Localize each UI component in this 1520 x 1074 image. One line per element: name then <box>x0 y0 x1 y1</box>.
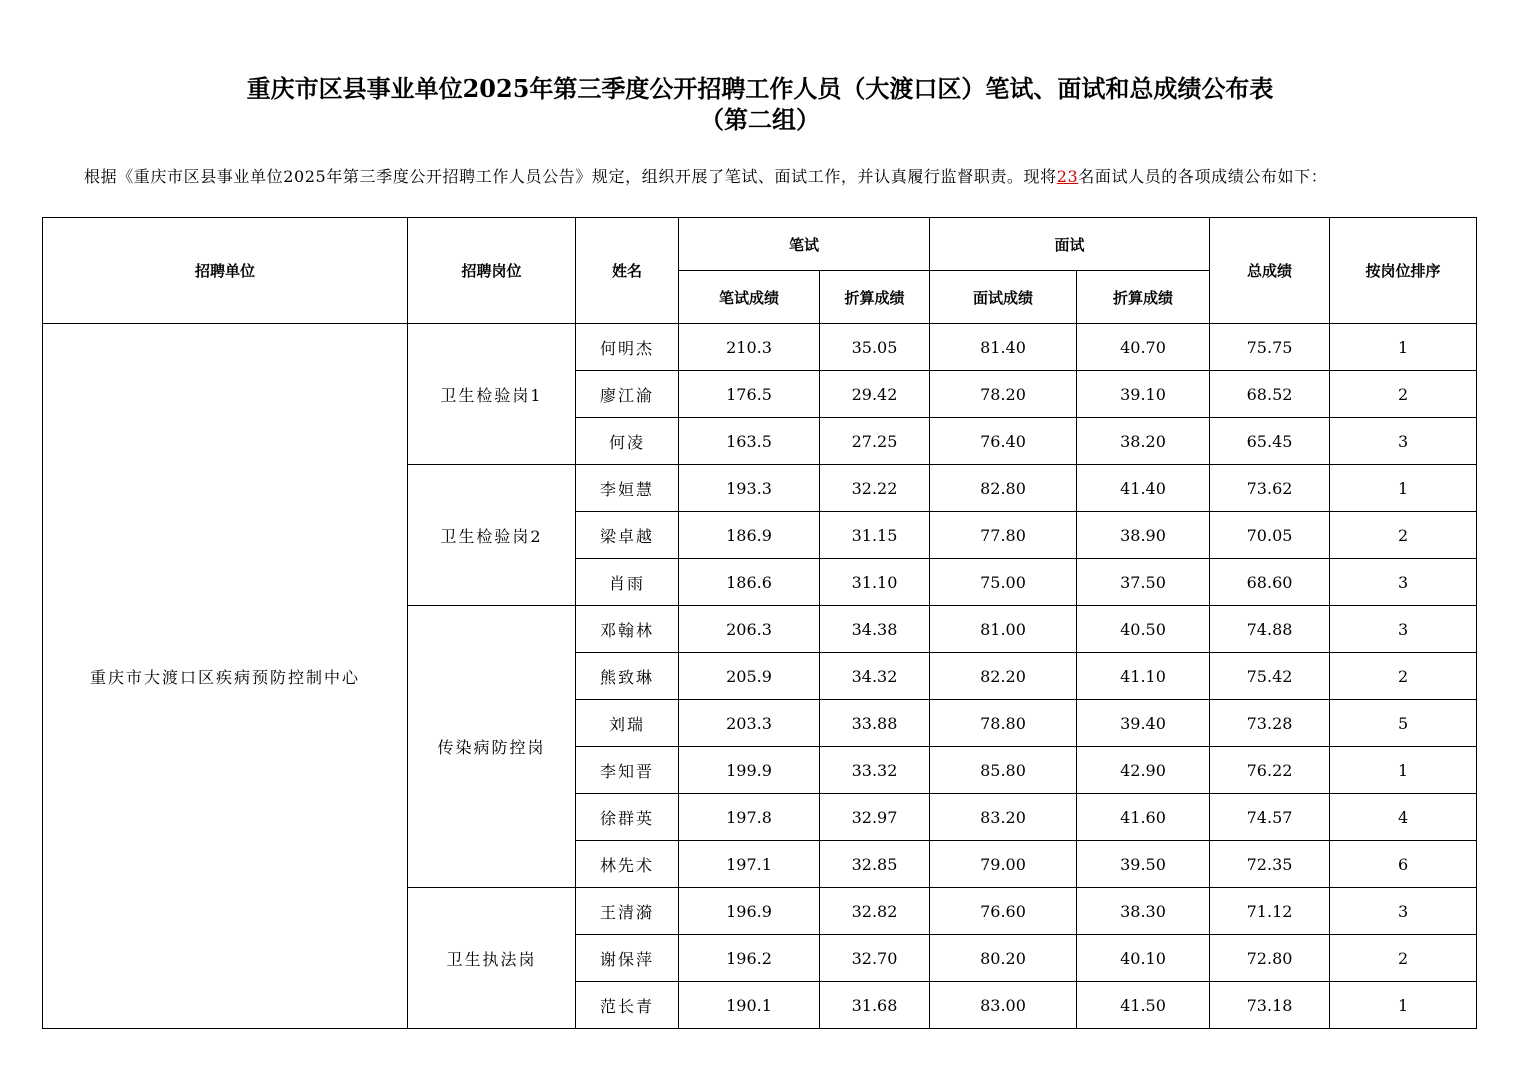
total-score-cell: 72.80 <box>1210 935 1330 982</box>
rank-cell: 5 <box>1330 700 1477 747</box>
total-score-cell: 72.35 <box>1210 841 1330 888</box>
total-score-cell: 68.60 <box>1210 559 1330 606</box>
interview-converted-cell: 41.50 <box>1077 982 1210 1029</box>
name-cell: 刘瑞 <box>576 700 679 747</box>
interview-score-cell: 75.00 <box>930 559 1077 606</box>
written-converted-cell: 32.82 <box>820 888 930 935</box>
written-score-cell: 199.9 <box>679 747 820 794</box>
total-score-cell: 74.57 <box>1210 794 1330 841</box>
name-cell: 何凌 <box>576 418 679 465</box>
interview-converted-cell: 42.90 <box>1077 747 1210 794</box>
written-score-cell: 190.1 <box>679 982 820 1029</box>
rank-cell: 2 <box>1330 653 1477 700</box>
total-score-cell: 71.12 <box>1210 888 1330 935</box>
total-score-cell: 73.28 <box>1210 700 1330 747</box>
interview-score-cell: 80.20 <box>930 935 1077 982</box>
page-subtitle: （第二组） <box>700 105 820 134</box>
rank-cell: 1 <box>1330 747 1477 794</box>
interview-converted-cell: 40.10 <box>1077 935 1210 982</box>
interview-converted-cell: 39.50 <box>1077 841 1210 888</box>
written-converted-cell: 34.32 <box>820 653 930 700</box>
written-converted-cell: 33.32 <box>820 747 930 794</box>
interview-converted-cell: 40.70 <box>1077 324 1210 371</box>
name-cell: 李姮慧 <box>576 465 679 512</box>
name-cell: 李知晋 <box>576 747 679 794</box>
written-converted-cell: 31.10 <box>820 559 930 606</box>
written-score-cell: 196.9 <box>679 888 820 935</box>
name-cell: 梁卓越 <box>576 512 679 559</box>
rank-cell: 4 <box>1330 794 1477 841</box>
rank-cell: 6 <box>1330 841 1477 888</box>
written-converted-cell: 32.70 <box>820 935 930 982</box>
written-converted-cell: 27.25 <box>820 418 930 465</box>
interview-score-cell: 83.20 <box>930 794 1077 841</box>
rank-cell: 1 <box>1330 465 1477 512</box>
interview-score-cell: 82.20 <box>930 653 1077 700</box>
header-post: 招聘岗位 <box>408 218 576 324</box>
interview-converted-cell: 40.50 <box>1077 606 1210 653</box>
table-body <box>43 324 1477 1029</box>
interview-score-cell: 81.40 <box>930 324 1077 371</box>
name-cell: 林先术 <box>576 841 679 888</box>
interview-score-cell: 76.40 <box>930 418 1077 465</box>
post-cell: 卫生检验岗1 <box>408 324 576 465</box>
written-converted-cell: 31.15 <box>820 512 930 559</box>
interview-score-cell: 77.80 <box>930 512 1077 559</box>
written-converted-cell: 35.05 <box>820 324 930 371</box>
written-converted-cell: 34.38 <box>820 606 930 653</box>
post-cell: 卫生执法岗 <box>408 888 576 1029</box>
header-written-converted: 折算成绩 <box>820 271 930 324</box>
written-converted-cell: 29.42 <box>820 371 930 418</box>
total-score-cell: 74.88 <box>1210 606 1330 653</box>
written-converted-cell: 33.88 <box>820 700 930 747</box>
written-score-cell: 210.3 <box>679 324 820 371</box>
rank-cell: 3 <box>1330 418 1477 465</box>
header-interview: 面试 <box>930 218 1210 271</box>
total-score-cell: 68.52 <box>1210 371 1330 418</box>
header-interview-converted: 折算成绩 <box>1077 271 1210 324</box>
total-score-cell: 76.22 <box>1210 747 1330 794</box>
name-cell: 王清漪 <box>576 888 679 935</box>
header-written-score: 笔试成绩 <box>679 271 820 324</box>
interview-converted-cell: 39.40 <box>1077 700 1210 747</box>
rank-cell: 2 <box>1330 371 1477 418</box>
name-cell: 范长青 <box>576 982 679 1029</box>
name-cell: 徐群英 <box>576 794 679 841</box>
written-score-cell: 197.8 <box>679 794 820 841</box>
written-score-cell: 206.3 <box>679 606 820 653</box>
header-total: 总成绩 <box>1210 218 1330 324</box>
total-score-cell: 75.75 <box>1210 324 1330 371</box>
name-cell: 廖江渝 <box>576 371 679 418</box>
rank-cell: 3 <box>1330 606 1477 653</box>
interview-score-cell: 83.00 <box>930 982 1077 1029</box>
interview-score-cell: 85.80 <box>930 747 1077 794</box>
header-rank: 按岗位排序 <box>1330 218 1477 324</box>
total-score-cell: 73.62 <box>1210 465 1330 512</box>
header-unit: 招聘单位 <box>43 218 408 324</box>
written-converted-cell: 32.97 <box>820 794 930 841</box>
post-cell: 卫生检验岗2 <box>408 465 576 606</box>
rank-cell: 1 <box>1330 982 1477 1029</box>
written-score-cell: 197.1 <box>679 841 820 888</box>
interview-score-cell: 82.80 <box>930 465 1077 512</box>
table-row <box>43 324 1477 371</box>
name-cell: 何明杰 <box>576 324 679 371</box>
total-score-cell: 75.42 <box>1210 653 1330 700</box>
total-score-cell: 73.18 <box>1210 982 1330 1029</box>
rank-cell: 3 <box>1330 888 1477 935</box>
interview-score-cell: 81.00 <box>930 606 1077 653</box>
written-score-cell: 186.6 <box>679 559 820 606</box>
name-cell: 熊致琳 <box>576 653 679 700</box>
header-written: 笔试 <box>679 218 930 271</box>
interview-converted-cell: 41.10 <box>1077 653 1210 700</box>
written-score-cell: 176.5 <box>679 371 820 418</box>
rank-cell: 3 <box>1330 559 1477 606</box>
written-converted-cell: 32.85 <box>820 841 930 888</box>
name-cell: 谢保萍 <box>576 935 679 982</box>
rank-cell: 2 <box>1330 935 1477 982</box>
interview-score-cell: 79.00 <box>930 841 1077 888</box>
unit-cell: 重庆市大渡口区疾病预防控制中心 <box>43 324 408 1029</box>
written-score-cell: 193.3 <box>679 465 820 512</box>
interview-converted-cell: 38.20 <box>1077 418 1210 465</box>
name-cell: 肖雨 <box>576 559 679 606</box>
rank-cell: 1 <box>1330 324 1477 371</box>
interview-converted-cell: 41.60 <box>1077 794 1210 841</box>
page-title: 重庆市区县事业单位2025年第三季度公开招聘工作人员（大渡口区）笔试、面试和总成绩公布表 <box>246 74 1274 103</box>
written-score-cell: 163.5 <box>679 418 820 465</box>
post-cell: 传染病防控岗 <box>408 606 576 888</box>
interview-converted-cell: 37.50 <box>1077 559 1210 606</box>
intro-text-after: 名面试人员的各项成绩公布如下： <box>1078 167 1328 186</box>
written-converted-cell: 31.68 <box>820 982 930 1029</box>
interview-converted-cell: 41.40 <box>1077 465 1210 512</box>
written-score-cell: 205.9 <box>679 653 820 700</box>
interviewee-count: 23 <box>1056 167 1079 186</box>
intro-text-before: 根据《重庆市区县事业单位2025年第三季度公开招聘工作人员公告》规定，组织开展了笔试、面试工作，并认真履行监督职责。现将 <box>84 167 1057 186</box>
intro-paragraph <box>44 165 1444 188</box>
score-table <box>42 217 1477 1029</box>
interview-score-cell: 76.60 <box>930 888 1077 935</box>
interview-converted-cell: 38.30 <box>1077 888 1210 935</box>
written-converted-cell: 32.22 <box>820 465 930 512</box>
name-cell: 邓翰林 <box>576 606 679 653</box>
written-score-cell: 196.2 <box>679 935 820 982</box>
header-interview-score: 面试成绩 <box>930 271 1077 324</box>
total-score-cell: 70.05 <box>1210 512 1330 559</box>
written-score-cell: 203.3 <box>679 700 820 747</box>
total-score-cell: 65.45 <box>1210 418 1330 465</box>
interview-score-cell: 78.80 <box>930 700 1077 747</box>
interview-score-cell: 78.20 <box>930 371 1077 418</box>
interview-converted-cell: 38.90 <box>1077 512 1210 559</box>
rank-cell: 2 <box>1330 512 1477 559</box>
header-name: 姓名 <box>576 218 679 324</box>
interview-converted-cell: 39.10 <box>1077 371 1210 418</box>
written-score-cell: 186.9 <box>679 512 820 559</box>
